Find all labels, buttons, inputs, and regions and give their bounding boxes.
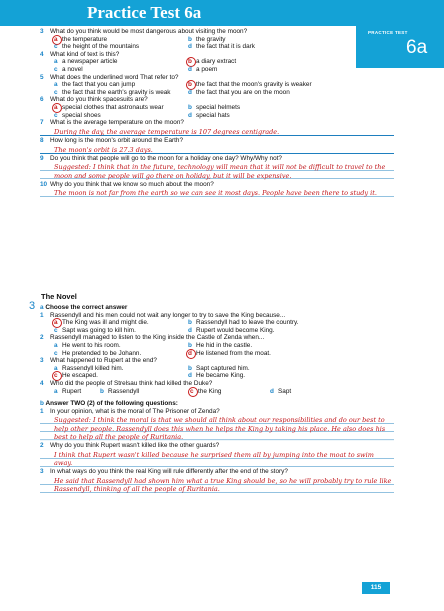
question-text: What does the underlined word That refer to? bbox=[50, 73, 179, 81]
question bbox=[40, 181, 390, 189]
option-letter: b bbox=[188, 58, 192, 66]
sub-heading bbox=[40, 304, 390, 312]
option-letter: d bbox=[270, 387, 274, 395]
option-text: The King was ill and might die. bbox=[62, 319, 149, 327]
option-text: Rassendyll killed him. bbox=[62, 364, 124, 372]
question bbox=[40, 357, 390, 365]
question-text: Do you think that people will go to the moon for a holiday one day? Why/Why not? bbox=[50, 154, 282, 162]
page-header bbox=[0, 0, 444, 26]
option-letter: d bbox=[188, 88, 192, 96]
option-letter: a bbox=[54, 81, 58, 89]
options bbox=[40, 36, 390, 51]
question bbox=[40, 408, 390, 416]
option[interactable] bbox=[188, 327, 388, 335]
question bbox=[40, 96, 390, 104]
question-text: What do you think spacesuits are? bbox=[50, 96, 148, 104]
question-text: Why do you think that we know so much about the moon? bbox=[50, 180, 214, 188]
option-letter: b bbox=[188, 81, 192, 89]
option-letter: d bbox=[188, 65, 192, 73]
sub-heading-title: Answer TWO (2) of the following questions: bbox=[45, 400, 178, 408]
option-text: a novel bbox=[62, 65, 83, 73]
option-text: Sapt was going to kill him. bbox=[62, 326, 136, 334]
option-text: the fact that the moon's gravity is weaker bbox=[196, 81, 312, 89]
option-text: the fact that you are on the moon bbox=[196, 88, 290, 96]
option-letter: a bbox=[54, 341, 58, 349]
handwritten-answer: I think that Rupert wasn't killed because he surprised them all by jumping into the moat to swim away. bbox=[40, 451, 394, 467]
question-text: In your opinion, what is the moral of The Prisoner of Zenda? bbox=[50, 407, 220, 415]
handwritten-answer: During the day, the average temperature is 107 degrees centigrade. bbox=[40, 128, 394, 136]
option-text: the fact that the earth's gravity is weak bbox=[62, 88, 171, 96]
option-letter: b bbox=[188, 103, 192, 111]
question-number: 2 bbox=[40, 334, 44, 342]
option-text: special helmets bbox=[196, 103, 241, 111]
page-title: Practice Test 6a bbox=[87, 3, 202, 22]
option-letter: c bbox=[54, 372, 58, 380]
option[interactable] bbox=[100, 388, 190, 396]
option-text: the fact that you can jump bbox=[62, 81, 136, 89]
option-text: He became King. bbox=[196, 372, 246, 380]
practice-test-code: 6a bbox=[406, 37, 428, 58]
option-letter: a bbox=[54, 319, 58, 327]
option[interactable] bbox=[188, 112, 388, 120]
option-letter: b bbox=[188, 35, 192, 43]
section-number: 3 bbox=[29, 300, 36, 312]
option[interactable] bbox=[188, 104, 388, 112]
question bbox=[40, 51, 390, 59]
option-text: special hats bbox=[196, 111, 230, 119]
question bbox=[40, 312, 390, 320]
option[interactable] bbox=[188, 36, 388, 44]
handwritten-answer: He said that Rassendyll had shown him what a true King should be, so he will probably try to rule like Rassendyll, thinking of all the people of Ruritania. bbox=[40, 477, 394, 493]
question-number: 8 bbox=[40, 136, 44, 144]
page-number: 115 bbox=[362, 582, 390, 594]
option[interactable] bbox=[54, 350, 188, 358]
option-text: special shoes bbox=[62, 111, 101, 119]
question bbox=[40, 28, 390, 36]
question-number: 3 bbox=[40, 357, 44, 365]
option[interactable] bbox=[188, 350, 388, 358]
option-letter: c bbox=[54, 88, 58, 96]
option[interactable] bbox=[54, 81, 188, 89]
option[interactable] bbox=[188, 342, 388, 350]
option[interactable] bbox=[190, 388, 270, 396]
option[interactable] bbox=[54, 365, 188, 373]
options bbox=[40, 104, 390, 119]
option-text: a newspaper article bbox=[62, 58, 118, 66]
question-number: 1 bbox=[40, 311, 44, 319]
option-text: He hid in the castle. bbox=[196, 341, 253, 349]
options bbox=[40, 58, 390, 73]
question-number: 7 bbox=[40, 119, 44, 127]
option-letter: c bbox=[54, 326, 58, 334]
question-number: 10 bbox=[40, 180, 48, 188]
option-text: the height of the mountains bbox=[62, 43, 140, 51]
question bbox=[40, 442, 390, 450]
question bbox=[40, 334, 390, 342]
option[interactable] bbox=[188, 58, 388, 66]
option[interactable] bbox=[188, 89, 388, 97]
option-letter: c bbox=[54, 65, 58, 73]
option-letter: c bbox=[54, 349, 58, 357]
option[interactable] bbox=[54, 327, 188, 335]
option-text: a poem bbox=[196, 65, 218, 73]
option[interactable] bbox=[54, 66, 188, 74]
option[interactable] bbox=[54, 104, 188, 112]
option-text: He went to his room. bbox=[62, 341, 121, 349]
question-text: What do you think would be most dangerous about visiting the moon? bbox=[50, 28, 248, 35]
question-number: 1 bbox=[40, 407, 44, 415]
option-text: Rupert bbox=[62, 387, 82, 395]
question bbox=[40, 137, 390, 145]
question-number: 4 bbox=[40, 50, 44, 58]
option-letter: b bbox=[188, 364, 192, 372]
option[interactable] bbox=[188, 43, 388, 51]
options bbox=[40, 365, 390, 380]
question-text: How long is the moon's orbit around the Earth? bbox=[50, 136, 184, 144]
sub-heading-letter: a bbox=[40, 304, 44, 311]
option-text: the gravity bbox=[196, 35, 226, 43]
question-text: Rassendyll managed to listen to the King inside the Castle of Zenda when... bbox=[50, 334, 265, 342]
question-number: 3 bbox=[40, 467, 44, 475]
question bbox=[40, 468, 390, 476]
practice-test-label: PRACTICE TEST bbox=[368, 30, 408, 35]
sub-heading-title: Choose the correct answer bbox=[45, 304, 128, 311]
question-number: 3 bbox=[40, 28, 44, 35]
option-letter: c bbox=[54, 43, 58, 51]
option[interactable] bbox=[54, 319, 188, 327]
question-number: 2 bbox=[40, 441, 44, 449]
option[interactable] bbox=[54, 36, 188, 44]
reading-questions bbox=[40, 28, 390, 199]
sub-heading bbox=[40, 400, 390, 408]
question-text: What is the average temperature on the moon? bbox=[50, 119, 184, 127]
question bbox=[40, 119, 390, 127]
option-text: Rassendyll bbox=[108, 387, 140, 395]
option-text: Rupert would become King. bbox=[196, 326, 275, 334]
option-letter: c bbox=[190, 387, 194, 395]
option-letter: a bbox=[54, 58, 58, 66]
handwritten-answer: The moon's orbit is 27.3 days. bbox=[40, 146, 394, 154]
novel-section bbox=[29, 300, 392, 494]
option-text: the fact that it is dark bbox=[196, 43, 255, 51]
option-text: He pretended to be Johann. bbox=[62, 349, 142, 357]
option[interactable] bbox=[54, 43, 188, 51]
option-text: a diary extract bbox=[196, 58, 237, 66]
option-letter: d bbox=[188, 372, 192, 380]
option-letter: a bbox=[54, 103, 58, 111]
option-letter: c bbox=[54, 111, 58, 119]
option[interactable] bbox=[270, 388, 330, 396]
option[interactable] bbox=[54, 89, 188, 97]
question-text: In what ways do you think the real King will rule differently after the end of the story? bbox=[50, 467, 288, 475]
option-letter: b bbox=[188, 319, 192, 327]
option[interactable] bbox=[188, 372, 388, 380]
option-text: He escaped. bbox=[62, 372, 98, 380]
sub-heading-letter: b bbox=[40, 400, 44, 408]
option-text: He listened from the moat. bbox=[196, 349, 271, 357]
option-letter: a bbox=[54, 387, 58, 395]
question-number: 6 bbox=[40, 96, 44, 104]
option-text: Rassendyll had to leave the country. bbox=[196, 319, 299, 327]
options bbox=[40, 81, 390, 96]
handwritten-answer: Suggested: I think that in the future, technology will mean that it will not be difficult to travel to the moon and some people will go there on holiday, but it will be expensive. bbox=[40, 163, 394, 179]
option[interactable] bbox=[188, 319, 388, 327]
question-text: Why do you think Rupert wasn't killed like the other guards? bbox=[50, 441, 220, 449]
question-number: 4 bbox=[40, 379, 44, 387]
question-number: 5 bbox=[40, 73, 44, 81]
options bbox=[40, 342, 390, 357]
option-letter: d bbox=[188, 326, 192, 334]
option-letter: d bbox=[188, 111, 192, 119]
option[interactable] bbox=[54, 372, 188, 380]
option-letter: a bbox=[54, 364, 58, 372]
option[interactable] bbox=[54, 112, 188, 120]
options bbox=[40, 319, 390, 334]
novel-heading: The Novel bbox=[41, 292, 77, 301]
option-letter: d bbox=[188, 43, 192, 51]
handwritten-answer: The moon is not far from the earth so we can see it most days. People have been there to study it. bbox=[40, 189, 394, 197]
option-letter: a bbox=[54, 35, 58, 43]
question bbox=[40, 74, 390, 82]
handwritten-answer: Suggested: I think the moral is that we should all think about our responsibilities and do our best to help other people. Rassendyll does this when he helps the King by taking his place. He also does his best to help all the people of Ruritania. bbox=[40, 416, 394, 441]
option[interactable] bbox=[188, 365, 388, 373]
question bbox=[40, 155, 390, 163]
option-letter: d bbox=[188, 349, 192, 357]
option-text: Sapt bbox=[278, 387, 292, 395]
option-text: the temperature bbox=[62, 35, 108, 43]
option-text: Sapt captured him. bbox=[196, 364, 250, 372]
option-letter: b bbox=[188, 341, 192, 349]
option[interactable] bbox=[54, 58, 188, 66]
question-text: What happened to Rupert at the end? bbox=[50, 357, 157, 365]
option[interactable] bbox=[54, 342, 188, 350]
options bbox=[40, 388, 390, 396]
question-text: Who did the people of Strelsau think had killed the Duke? bbox=[50, 379, 213, 387]
question-text: What kind of text is this? bbox=[50, 50, 120, 58]
option-text: the King bbox=[198, 387, 222, 395]
option[interactable] bbox=[188, 66, 388, 74]
option[interactable] bbox=[54, 388, 100, 396]
question-number: 9 bbox=[40, 154, 44, 162]
option-letter: b bbox=[100, 387, 104, 395]
option[interactable] bbox=[188, 81, 388, 89]
option-text: special clothes that astronauts wear bbox=[62, 103, 164, 111]
question bbox=[40, 380, 390, 388]
question-text: Rassendyll and his men could not wait any longer to try to save the King because... bbox=[50, 311, 286, 319]
